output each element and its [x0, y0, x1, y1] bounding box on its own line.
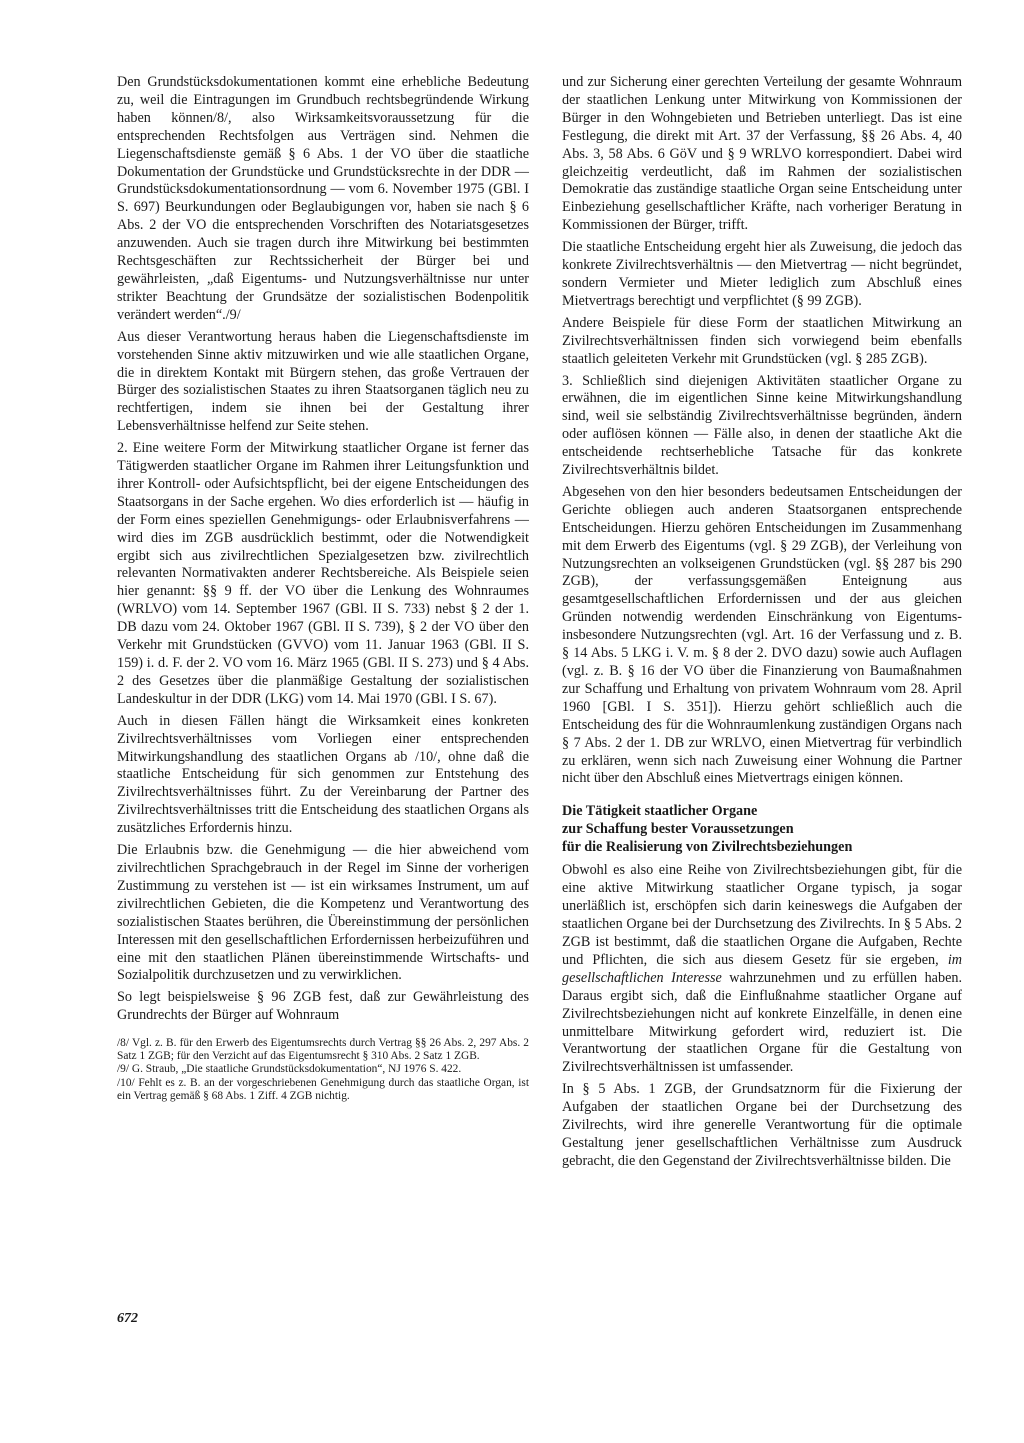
paragraph: Andere Beispiele für diese Form der staatlichen Mitwirkung an Zivilrechtsverhältnissen finden sich vorwiegend beim ebenfalls staatlich geleiteten Verkehr mit Grundstücken (vgl. § 285 ZGB).	[562, 314, 962, 367]
section-heading-line: für die Realisierung von Zivilrechtsbeziehungen	[562, 839, 853, 856]
page-number: 672	[117, 1311, 138, 1326]
paragraph: In § 5 Abs. 1 ZGB, der Grundsatznorm für die Fixierung der Aufgaben der staatlichen Organe bei der Durchsetzung des Zivilrechts, wird ihre generelle Verantwortung für die optimale Gestaltung jener gesellschaftlichen Verhältnisse zum Ausdruck gebracht, die den Gegenstand der Zivilrechtsverhältnisse bilden. Die	[562, 1081, 962, 1169]
paragraph: und zur Sicherung einer gerechten Verteilung der gesamte Wohnraum der staatlichen Lenkung unter Mitwirkung von Kommissionen der Bürger in den Wohngebieten und Betrieben unterliegt. Das ist eine Festlegung, die direkt mit Art. 37 der Verfassung, §§ 26 Abs. 4, 40 Abs. 3, 58 Abs. 6 GöV und § 9 WRLVO korrespondiert. Dabei wird gleichzeitig verdeutlicht, daß im Rahmen der sozialistischen Demokratie das zuständige staatliche Organ seine Entscheidung unter Einbeziehung gesellschaftlicher Kräfte, nach vorheriger Beratung in Kommissionen der Bürger, trifft.	[562, 74, 962, 234]
paragraph: Den Grundstücksdokumentationen kommt eine erhebliche Bedeutung zu, weil die Eintragungen im Grundbuch rechtsbegründende Wirkung haben können/8/, also Wirksamkeitsvoraussetzung für die entsprechenden Rechtsfolgen aus Verträgen sind. Nehmen die Liegenschaftsdienste gemäß § 6 Abs. 1 der VO über die staatliche Dokumentation der Grundstücke und Grundstücksrechte in der DDR — Grundstücksdokumentationsordnung — vom 6. November 1975 (GBl. I S. 697) Beurkundungen oder Beglaubigungen vor, haben sie nach § 6 Abs. 2 der VO die entsprechenden Vorschriften des Notariatsgesetzes anzuwenden. Auch sie tragen durch ihre Mitwirkung bei bestimmten Rechtsgeschäften zur Rechtssicherheit der Bürger bei und gewährleisten, „daß Eigentums- und Nutzungsverhältnisse nur unter strikter Beachtung der Grundsätze der sozialistischen Bodenpolitik verändert werden“./9/	[117, 74, 529, 323]
section-heading-line: Die Tätigkeit staatlicher Organe	[562, 803, 758, 820]
paragraph: Auch in diesen Fällen hängt die Wirksamkeit eines konkreten Zivilrechtsverhältnisses vom Vorliegen einer entsprechenden Mitwirkungshandlung des staatlichen Organs ab /10/, ohne daß die staatliche Entscheidung für sich genommen zur Entstehung des Zivilrechtsverhältnisses führt. Zu der Vereinbarung der Partner des Zivilrechtsverhältnisses tritt die Entscheidung des staatlichen Organs als zusätzliches Erfordernis hinzu.	[117, 712, 529, 837]
paragraph: Abgesehen von den hier besonders bedeutsamen Entscheidungen der Gerichte obliegen auch anderen Staatsorganen entsprechende Entscheidungen. Hierzu gehören Entscheidungen im Zusammenhang mit dem Erwerb des Eigentums (vgl. § 29 ZGB), der Verleihung von Nutzungsrechten an volkseigenen Grundstücken (vgl. §§ 287 bis 290 ZGB), der verfassungsgemäßen Enteignung aus gesamtgesellschaftlichen Erfordernissen und der aus gleichen Gründen notwendig werdenden Einschränkung von Eigentums- insbesondere Nutzungsrechten (vgl. Art. 16 der Verfassung und z. B. § 14 Abs. 5 LKG i. V. m. § 8 der 2. DVO dazu) sowie auch Auflagen (vgl. z. B. § 16 der VO über die Finanzierung von Baumaßnahmen zur Schaffung und Erhaltung von privatem Wohnraum vom 28. April 1960 [GBl. I S. 351]). Hierzu gehört schließlich auch die Entscheidung des für die Wohnraumlenkung zuständigen Organs nach § 7 Abs. 2 der 1. DB zur WRLVO, einen Mietvertrag für verbindlich zu erklären, wenn sich nach Zuweisung einer Wohnung die Partner nicht über den Abschluß eines Mietvertrags einigen können.	[562, 483, 962, 787]
paragraph: So legt beispielsweise § 96 ZGB fest, daß zur Gewährleistung des Grundrechts der Bürger auf Wohnraum	[117, 989, 529, 1024]
footnote: /9/ G. Straub, „Die staatliche Grundstücksdokumentation“, NJ 1976 S. 422.	[117, 1063, 462, 1076]
emphasized-text: im gesellschaftlichen Interesse	[562, 951, 962, 986]
right-column	[562, 74, 962, 1171]
paragraph: Aus dieser Verantwortung heraus haben die Liegenschaftsdienste im vorstehenden Sinne aktiv mitzuwirken und wie alle staatlichen Organe, die in direktem Kontakt mit Bürgern stehen, das große Vertrauen der Bürger des sozialistischen Staates zu ihren Staatsorganen täglich neu zu rechtfertigen, indem sie ihnen bei der Gestaltung ihrer Lebensverhältnisse helfend zur Seite stehen.	[117, 328, 529, 435]
left-column	[117, 74, 529, 1102]
paragraph: 2. Eine weitere Form der Mitwirkung staatlicher Organe ist ferner das Tätigwerden staatlicher Organe im Rahmen ihrer Leitungsfunktion und ihrer Kontroll- oder Aufsichtspflicht, bei der eigene Entscheidungen des Staatsorgans in der Sache ergehen. Wo dies erforderlich ist — häufig in der Form eines speziellen Genehmigungs- oder Erlaubnisverfahrens — wird dies im ZGB ausdrücklich bestimmt, oder die Notwendigkeit ergibt sich aus zivilrechtlichen Spezialgesetzen bzw. zivilrechtlich relevanten Normativakten anderer Rechtsbereiche. Als Beispiele seien hier genannt: §§ 9 ff. der VO über die Lenkung des Wohnraumes (WRLVO) vom 14. September 1967 (GBl. II S. 733) nebst § 2 der 1. DB dazu vom 24. Oktober 1967 (GBl. II S. 739), § 2 der VO über den Verkehr mit Grundstücken (GVVO) vom 11. Januar 1963 (GBl. II S. 159) i. d. F. der 2. VO vom 16. März 1965 (GBl. II S. 273) und § 4 Abs. 2 des Gesetzes über die planmäßige Gestaltung der sozialistischen Landeskultur in der DDR (LKG) vom 14. Mai 1970 (GBl. I S. 67).	[117, 440, 529, 707]
footnotes	[117, 1037, 529, 1102]
section-heading	[562, 802, 962, 856]
paragraph-text: Obwohl es also eine Reihe von Zivilrechtsbeziehungen gibt, für die eine aktive Mitwirkung staatlicher Organe typisch, ja sogar unerläßlich ist, erschöpfen sich darin keineswegs die Aufgaben der staatlichen Organe bei der Durchsetzung des Zivilrechts. In § 5 Abs. 2 ZGB ist bestimmt, daß die staatlichen Organe die Aufgaben, Rechte und Pflichten, die sich aus diesem Gesetz für sie ergeben,	[562, 862, 962, 968]
paragraph: Die Erlaubnis bzw. die Genehmigung — die hier abweichend vom zivilrechtlichen Sprachgebrauch in der Regel im Sinne der vorherigen Zustimmung zu verstehen ist — ist ein wirksames Instrument, um auf zivilrechtlichen Gebieten, die die Kompetenz und Verantwortung des sozialistischen Staates berühren, die Übereinstimmung der persönlichen Interessen mit den gesellschaftlichen Erfordernissen herbeizuführen und eine mit den staatlichen Plänen übereinstimmende Wirtschafts- und Sozialpolitik durchzusetzen und zu verwirklichen.	[117, 842, 529, 984]
section-heading-line: zur Schaffung bester Voraussetzungen	[562, 821, 794, 838]
paragraph: Die staatliche Entscheidung ergeht hier als Zuweisung, die jedoch das konkrete Zivilrechtsverhältnis — den Mietvertrag — nicht begründet, sondern Vermieter und Mieter lediglich zum Abschluß eines Mietvertrags berechtigt und verpflichtet (§ 99 ZGB).	[562, 239, 962, 309]
paragraph	[562, 862, 962, 1077]
paragraph: 3. Schließlich sind diejenigen Aktivitäten staatlicher Organe zu erwähnen, die im eigentlichen Sinne keine Mitwirkungshandlung sind, weil sie selbständig Zivilrechtsverhältnisse begründen, ändern oder auflösen können — Fälle also, in denen der staatliche Akt die entscheidende rechtserhebliche Tatsache für das konkrete Zivilrechtsverhältnis bildet.	[562, 372, 962, 479]
footnote: /8/ Vgl. z. B. für den Erwerb des Eigentumsrechts durch Vertrag §§ 26 Abs. 2, 297 Abs. 2 Satz 1 ZGB; für den Verzicht auf das Eigentumsrecht § 310 Abs. 2 Satz 1 ZGB.	[117, 1037, 529, 1062]
paragraph-text: wahrzunehmen und zu erfüllen haben. Daraus ergibt sich, daß die Einflußnahme staatlicher Organe auf Zivilrechtsbeziehungen nicht auf konkrete Einzelfälle, in denen eine unmittelbare Mitwirkung gefordert wird, reduziert ist. Die Verantwortung der staatlichen Organe für die Gestaltung von Zivilrechtsverhältnissen ist umfassender.	[562, 969, 963, 1076]
footnote: /10/ Fehlt es z. B. an der vorgeschriebenen Genehmigung durch das staatliche Organ, ist ein Vertrag gemäß § 68 Abs. 1 Ziff. 4 ZGB nichtig.	[117, 1076, 529, 1102]
